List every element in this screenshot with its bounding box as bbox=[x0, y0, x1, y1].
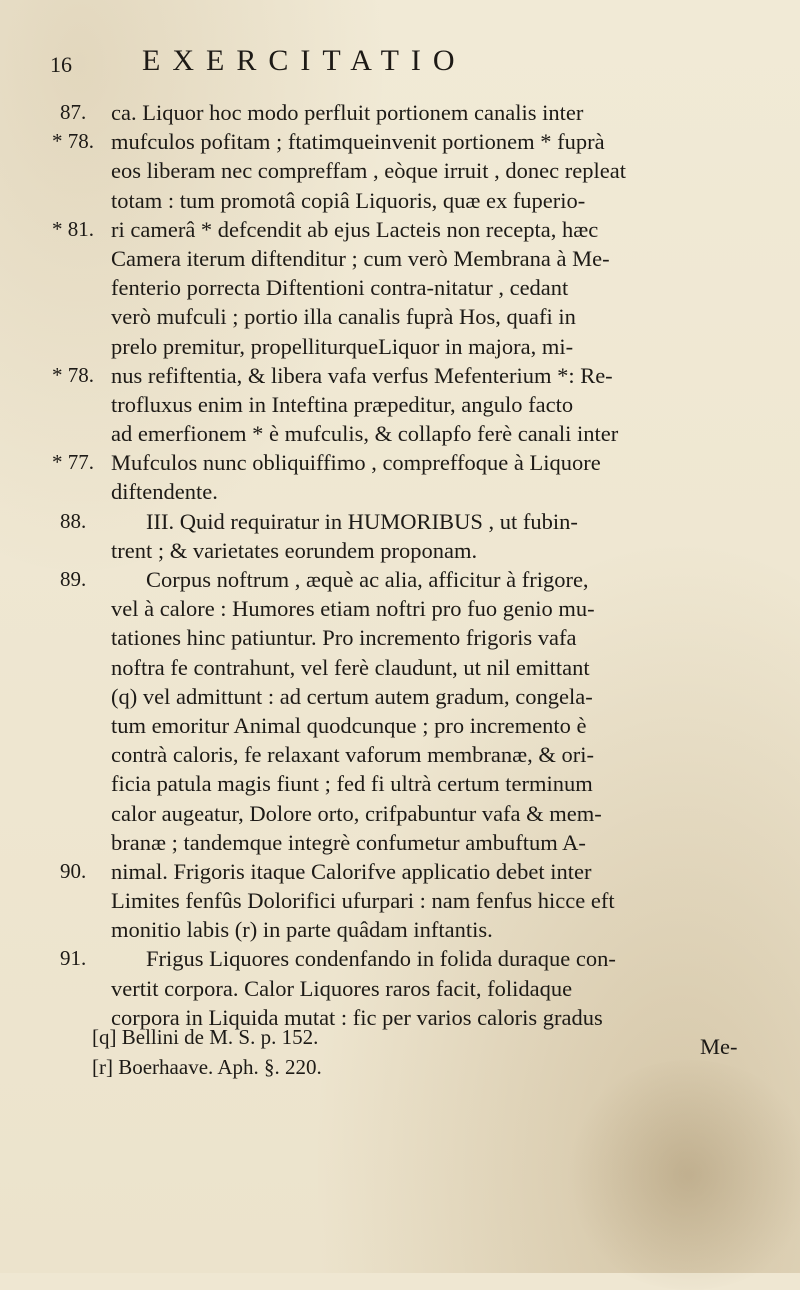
text-line bbox=[0, 127, 800, 156]
paragraph-number: 91. bbox=[60, 946, 87, 971]
text-line bbox=[0, 886, 800, 915]
line-text: trofluxus enim in Inteftina præpeditur, angulo facto bbox=[111, 391, 574, 417]
text-line bbox=[0, 390, 800, 419]
text-line bbox=[0, 828, 800, 857]
text-line bbox=[0, 594, 800, 623]
text-line bbox=[0, 799, 800, 828]
line-text: fenterio porrecta Diftentioni contra-nitatur , cedant bbox=[111, 275, 569, 301]
paragraph-number: 90. bbox=[60, 858, 87, 883]
footnotes bbox=[92, 1022, 322, 1082]
text-line bbox=[0, 653, 800, 682]
line-text: nimal. Frigoris itaque Calorifve applicatio debet inter bbox=[111, 858, 592, 884]
line-text: diftendente. bbox=[111, 479, 218, 505]
line-text: prelo premitur, propelliturqueLiquor in majora, mi- bbox=[111, 333, 574, 359]
cross-reference-marker: * 78. bbox=[52, 362, 94, 387]
line-text: ca. Liquor hoc modo perfluit portionem canalis inter bbox=[111, 100, 584, 125]
catchword: Me- bbox=[700, 1034, 738, 1059]
text-line bbox=[0, 419, 800, 448]
line-text: noftra fe contrahunt, vel ferè claudunt, ut nil emittant bbox=[111, 654, 590, 680]
line-text: (q) vel admittunt : ad certum autem gradum, congela- bbox=[111, 683, 593, 709]
text-line bbox=[0, 565, 800, 594]
line-text: calor augeatur, Dolore orto, crifpabuntur vafa & mem- bbox=[111, 800, 602, 826]
paragraph-number: 89. bbox=[60, 567, 87, 591]
text-line bbox=[0, 974, 800, 1003]
text-line bbox=[0, 623, 800, 652]
line-text: ad emerfionem * è mufculis, & collapfo ferè canali inter bbox=[111, 421, 619, 447]
body-text bbox=[0, 98, 800, 1061]
text-line bbox=[0, 944, 800, 973]
running-title: EXERCITATIO bbox=[142, 44, 467, 77]
section-heading: III. Quid requiratur in HUMORIBUS , ut fubin- bbox=[146, 508, 578, 534]
text-line bbox=[0, 361, 800, 390]
line-text: Frigus Liquores condenfando in folida duraque con- bbox=[146, 946, 616, 972]
text-line bbox=[0, 215, 800, 244]
line-text: tum emoritur Animal quodcunque ; pro incremento è bbox=[111, 712, 587, 738]
line-text: nus refiftentia, & libera vafa verfus Mefenterium *: Re- bbox=[111, 362, 613, 388]
line-text: ri camerâ * defcendit ab ejus Lacteis non recepta, hæc bbox=[111, 216, 599, 242]
line-text: eos liberam nec compreffam , eòque irruit , donec repleat bbox=[111, 158, 626, 184]
cross-reference-marker: * 81. bbox=[52, 216, 94, 241]
paragraph-number: 88. bbox=[60, 508, 87, 533]
line-text: Limites fenfûs Dolorifici ufurpari : nam fenfus hicce eft bbox=[111, 888, 615, 914]
text-line bbox=[0, 98, 800, 127]
text-line bbox=[0, 302, 800, 331]
text-line bbox=[0, 536, 800, 565]
page-number: 16 bbox=[50, 52, 72, 77]
line-text: Camera iterum diftenditur ; cum verò Membrana à Me- bbox=[111, 245, 610, 271]
line-text: contrà caloris, fe relaxant vaforum membranæ, & ori- bbox=[111, 742, 594, 768]
running-header bbox=[0, 44, 800, 88]
cross-reference-marker: * 78. bbox=[52, 129, 94, 154]
line-text: vel à calore : Humores etiam noftri pro fuo genio mu- bbox=[111, 596, 595, 622]
text-line bbox=[0, 507, 800, 536]
text-line bbox=[0, 711, 800, 740]
line-text: branæ ; tandemque integrè confumetur ambuftum A- bbox=[111, 829, 586, 855]
footnote-r: [r] Boerhaave. Aph. §. 220. bbox=[92, 1055, 322, 1079]
line-text: trent ; & varietates eorundem proponam. bbox=[111, 537, 478, 563]
line-text: Mufculos nunc obliquiffimo , compreffoque à Liquore bbox=[111, 450, 601, 476]
line-text: corpora in Liquida mutat : fic per varios caloris gradus bbox=[111, 1004, 603, 1030]
text-line bbox=[0, 186, 800, 215]
text-line bbox=[0, 332, 800, 361]
cross-reference-marker: * 77. bbox=[52, 450, 94, 475]
line-text: totam : tum promotâ copiâ Liquoris, quæ ex fuperio- bbox=[111, 187, 586, 213]
paper-stain bbox=[560, 1060, 800, 1290]
footnote-q: [q] Bellini de M. S. p. 152. bbox=[92, 1025, 319, 1049]
text-line bbox=[0, 740, 800, 769]
text-line bbox=[0, 244, 800, 273]
text-line bbox=[0, 915, 800, 944]
line-text: mufculos pofitam ; ftatimqueinvenit portionem * fuprà bbox=[111, 129, 605, 155]
text-line bbox=[0, 156, 800, 185]
paragraph-number: 87. bbox=[60, 100, 87, 124]
line-text: tationes hinc patiuntur. Pro incremento frigoris vafa bbox=[111, 625, 577, 651]
text-line bbox=[0, 769, 800, 798]
text-line bbox=[0, 682, 800, 711]
line-text: monitio labis (r) in parte quâdam inftantis. bbox=[111, 917, 493, 943]
line-text: verò mufculi ; portio illa canalis fuprà Hos, quafi in bbox=[111, 304, 576, 330]
line-text: Corpus noftrum , æquè ac alia, afficitur à frigore, bbox=[146, 567, 589, 592]
line-text: vertit corpora. Calor Liquores raros facit, folidaque bbox=[111, 975, 573, 1001]
text-line bbox=[0, 273, 800, 302]
text-line bbox=[0, 477, 800, 506]
line-text: ficia patula magis fiunt ; fed fi ultrà certum terminum bbox=[111, 771, 593, 797]
text-line bbox=[0, 448, 800, 477]
text-line bbox=[0, 857, 800, 886]
